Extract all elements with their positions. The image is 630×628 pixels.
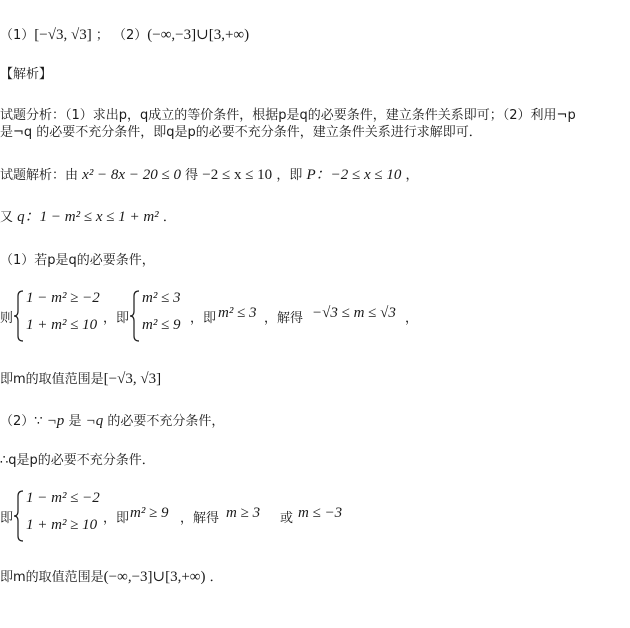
part1-conclusion-prefix: 即m的取值范围是 bbox=[0, 372, 104, 387]
part2-heading bbox=[0, 412, 224, 431]
part2-not-q: ¬q bbox=[85, 413, 104, 429]
part1-conclusion-value: [−√3, √3] bbox=[103, 371, 162, 387]
part2-therefore: ∴q是p的必要不充分条件． bbox=[0, 453, 155, 468]
part2-is: 是 bbox=[68, 414, 82, 429]
part1-sys1-row2: 1 + m² ≤ 10 bbox=[26, 317, 98, 333]
part1-simplified: m² ≤ 3 bbox=[218, 305, 257, 321]
part1-sys1-row1: 1 − m² ≥ −2 bbox=[26, 290, 100, 306]
part2-ie: ，即 bbox=[103, 511, 130, 526]
q-set-line bbox=[0, 208, 176, 227]
part1-sys2-row1: m² ≤ 3 bbox=[142, 290, 181, 306]
answer-part2-value: (−∞,−3]∪[3,+∞) bbox=[147, 27, 250, 43]
section-title: 【解析】 bbox=[0, 67, 53, 82]
brace-icon bbox=[130, 290, 140, 342]
part2-conclusion-prefix: 即m的取值范围是 bbox=[0, 570, 104, 585]
part2-not-p: ¬p bbox=[46, 413, 65, 429]
solution-end-comma: ， bbox=[405, 168, 419, 183]
part1-then: 则 bbox=[0, 311, 14, 326]
part1-ie2: ，即 bbox=[190, 311, 217, 326]
analysis-line-1: 试题分析：（1）求出p，q成立的等价条件，根据p是q的必要条件，建立条件关系即可；（2）利用¬p bbox=[0, 108, 576, 123]
brace-icon bbox=[14, 290, 24, 342]
part1-system-2 bbox=[130, 290, 190, 342]
inequality-quadratic: x² − 8x − 20 ≤ 0 bbox=[82, 167, 181, 183]
inequality-result: −2 ≤ x ≤ 10 bbox=[202, 167, 273, 183]
part2-simplified: m² ≥ 9 bbox=[130, 505, 169, 521]
part1-heading: （1）若p是q的必要条件， bbox=[0, 253, 155, 268]
q-period: ． bbox=[162, 210, 176, 225]
part2-heading-suffix: 的必要不充分条件， bbox=[107, 414, 225, 429]
answer-part1-label: （1） bbox=[0, 28, 35, 43]
part1-system-line bbox=[0, 290, 630, 346]
part2-system-line bbox=[0, 490, 630, 546]
part1-tail: ， bbox=[405, 311, 419, 326]
part1-sys2-row2: m² ≤ 9 bbox=[142, 317, 181, 333]
solution-get: 得 bbox=[185, 168, 199, 183]
part2-conclusion-end: ． bbox=[209, 570, 223, 585]
brace-icon bbox=[14, 490, 24, 542]
part2-result-b: m ≤ −3 bbox=[298, 505, 343, 521]
part1-ie: ，即 bbox=[103, 311, 130, 326]
part2-sys-row2: 1 + m² ≥ 10 bbox=[26, 517, 98, 533]
solution-intro-line bbox=[0, 166, 419, 185]
part2-result-a: m ≥ 3 bbox=[226, 505, 261, 521]
solution-intro-prefix: 试题解析：由 bbox=[0, 168, 79, 183]
answer-separator: ； bbox=[95, 28, 109, 43]
solution-comma-then: ，即 bbox=[276, 168, 303, 183]
part2-then: 即 bbox=[0, 511, 14, 526]
part1-system-1 bbox=[0, 290, 100, 342]
part1-result: −√3 ≤ m ≤ √3 bbox=[312, 305, 396, 321]
part2-or: 或 bbox=[280, 511, 294, 526]
part2-heading-prefix: （2）∵ bbox=[0, 414, 43, 429]
part2-conclusion bbox=[0, 568, 223, 587]
part1-solve: ，解得 bbox=[264, 311, 304, 326]
part2-sys-row1: 1 − m² ≤ −2 bbox=[26, 490, 100, 506]
part2-system bbox=[0, 490, 100, 542]
p-set: P：−2 ≤ x ≤ 10 bbox=[306, 167, 402, 183]
q-set: q：1 − m² ≤ x ≤ 1 + m² bbox=[17, 209, 159, 225]
answer-part1-value: [−√3, √3] bbox=[34, 27, 92, 43]
analysis-line-2: 是¬q 的必要不充分条件，即q是p的必要不充分条件，建立条件关系进行求解即可． bbox=[0, 125, 482, 140]
q-prefix: 又 bbox=[0, 210, 14, 225]
answer-part2-label: （2） bbox=[113, 28, 148, 43]
answer-line bbox=[0, 26, 249, 45]
part2-solve: ，解得 bbox=[180, 511, 220, 526]
part2-conclusion-value: (−∞,−3]∪[3,+∞) bbox=[103, 569, 206, 585]
part1-conclusion bbox=[0, 370, 161, 389]
